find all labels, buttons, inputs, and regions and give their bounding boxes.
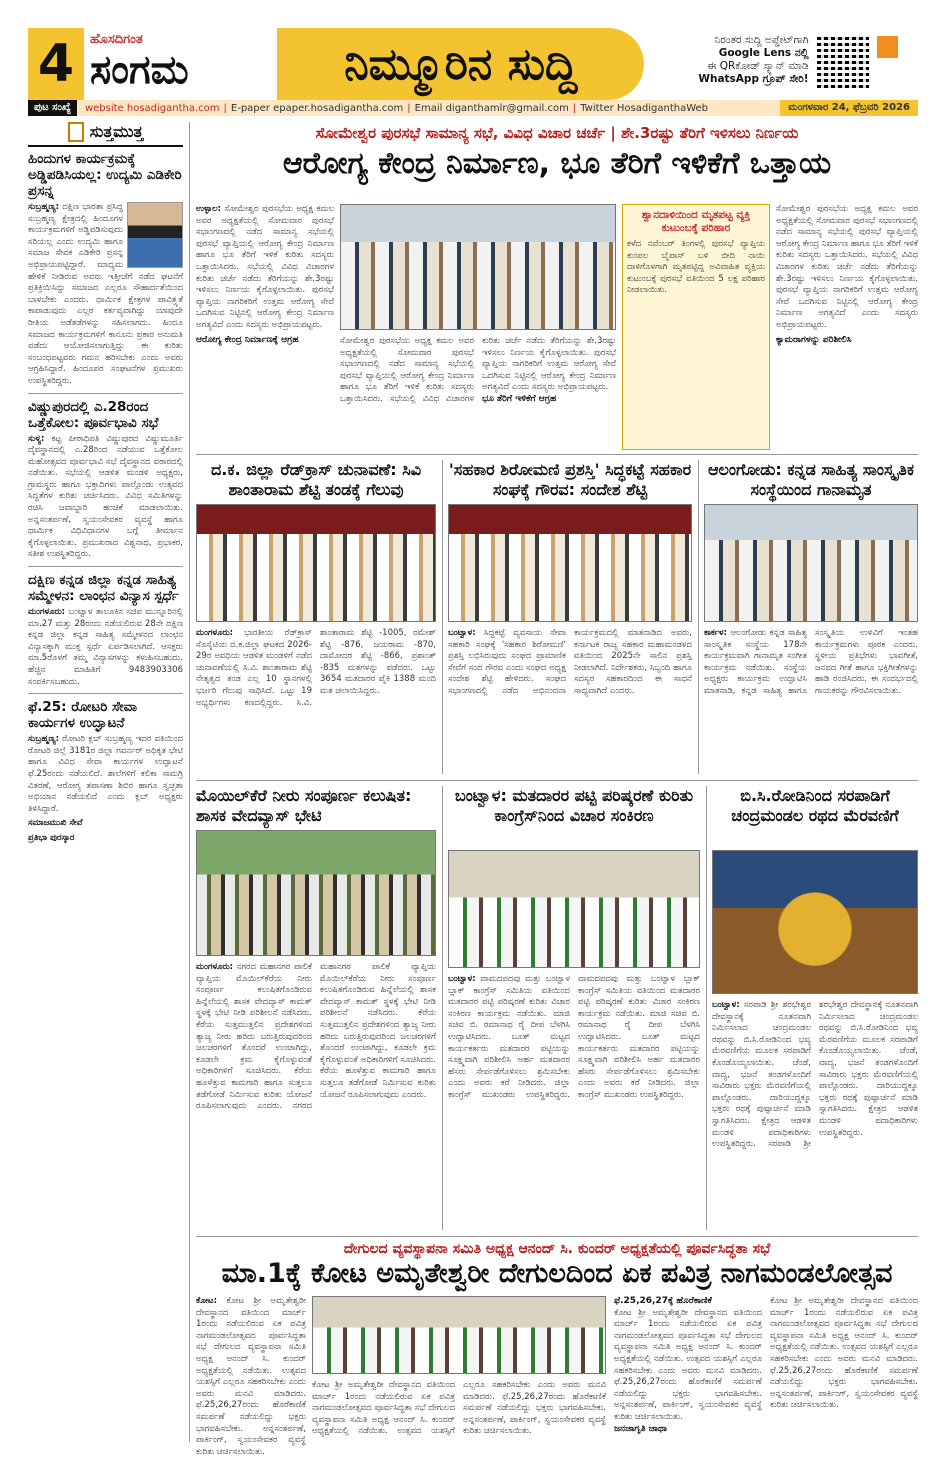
story-body xyxy=(28,607,183,688)
qr-code-icon[interactable] xyxy=(817,34,869,88)
divider xyxy=(706,786,707,1230)
story-body xyxy=(28,434,183,562)
story-text: ಸರಪಾಡಿ ಶ್ರೀ ಶರಭೇಶ್ವರ ದೇವಸ್ಥಾನಕ್ಕೆ ನೂತನವಾಗಿ ನಿರ್ಮಿಸಲಾದ ಚಂದ್ರಮಂಡಲ ರಥವನ್ನು ಬಿ.ಸಿ.ರೋಡಿನಿಂದ ಭವ್ಯ ಮೆರವಣಿಗೆಯ ಮೂಲಕ ಸರಪಾಡಿಗೆ ಕೊಂಡೊಯ್ಯಲಾಯಿತು. ಚೆಂಡೆ, ವಾದ್ಯ, ಭಜನೆ ತಂಡಗಳೊಂದಿಗೆ ಸಾವಿರಾರು ಭಕ್ತರು ಮೆರವಣಿಗೆಯಲ್ಲಿ ಪಾಲ್ಗೊಂಡರು. ದಾರಿಯುದ್ದಕ್ಕೂ ಭಕ್ತರು ರಥಕ್ಕೆ ಪುಷ್ಪಾರ್ಚನೆ ಮಾಡಿ ಸ್ವಾಗತಿಸಿದರು. ಕ್ಷೇತ್ರದ ಆಡಳಿತ ಮಂಡಳಿ ಪದಾಧಿಕಾರಿಗಳು ಉಪಸ್ಥಿತರಿದ್ದರು. xyxy=(712,1000,811,1150)
redcross-story xyxy=(196,460,436,774)
page-number: 4 xyxy=(28,28,84,100)
subhead: ಪ್ರತಿಭಾ ಪುರಸ್ಕಾರ xyxy=(28,832,75,843)
story-text: ಆಲಂಗೋಡು ಕನ್ನಡ ಸಾಹಿತ್ಯ ಸಾಂಸ್ಕೃತಿಕ ಸಂಸ್ಥೆಯ 178ನೇ ಕಾರ್ಯಕ್ರಮವಾಗಿ ಗಾನಾಮೃತ ಸಂಗೀತ ಕಾರ್ಯಕ್ರಮ ನಡೆಯಿತು. ಸಂಸ್ಥೆಯ ಅಧ್ಯಕ್ಷರು ಕಾರ್ಯಕ್ರಮ ಉದ್ಘಾಟಿಸಿ ಮಾತನಾಡಿ, ಕನ್ನಡ ಸಾಹಿತ್ಯ ಹಾಗೂ ಸಂಸ್ಕೃತಿಯ ಉಳಿವಿಗೆ ಇಂತಹ ಕಾರ್ಯಕ್ರಮಗಳು ಪೂರಕ ಎಂದರು. ಸ್ಥಳೀಯ ಪ್ರತಿಭೆಗಳು ಭಾವಗೀತೆ, ಜನಪದ ಗೀತೆ ಹಾಗೂ ಭಕ್ತಿಗೀತೆಗಳನ್ನು ಹಾಡಿ ರಂಜಿಸಿದರು. ಈ ಸಂದರ್ಭದಲ್ಲಿ ಗಾಯಕರನ್ನು ಗೌರವಿಸಲಾಯಿತು. xyxy=(704,628,918,696)
divider xyxy=(442,460,443,774)
dateline: ಮಂಗಳೂರು: xyxy=(28,607,66,618)
nagamandala-col-3 xyxy=(614,1296,762,1440)
nagamandala-headline[interactable]: ಮಾ.1ಕ್ಕೆ ಕೋಟ ಅಮೃತೇಶ್ವರೀ ದೇಗುಲದಿಂದ ಏಕ ಪವಿತ್ರ ನಾಗಮಂಡಲೋತ್ಸವ xyxy=(221,1258,893,1289)
divider xyxy=(28,566,183,567)
dateline: ಬಂಟ್ವಾಳ: xyxy=(448,628,476,638)
top-story-col-2 xyxy=(340,336,616,450)
bcroad-story xyxy=(712,786,918,1230)
subhead: ಆರೋಗ್ಯ ಕೇಂದ್ರ ನಿರ್ಮಾಣಕ್ಕೆ ಆಗ್ರಹ xyxy=(196,334,299,345)
portrait-photo xyxy=(127,202,183,268)
dateline: ಕಾರ್ಕಳ: xyxy=(704,628,728,638)
story-text: ಕಟ್ಟ ಪೀಠಾಧಿಪತಿ ವಿಷ್ಣುಪುರದ ವಿಷ್ಣುಮೂರ್ತಿ ದೈವಸ್ಥಾನದಲ್ಲಿ ಎ.28ರಿಂದ ನಡೆಯುವ ಒತ್ತೆಕೋಲ ಮಹೋತ್ಸವದ ಪೂರ್ವಭಾವಿ ಸಭೆ ದೈವಸ್ಥಾನದ ವಠಾರದಲ್ಲಿ ನಡೆಯಿತು. ಸಭೆಯಲ್ಲಿ ಆಡಳಿತ ಮಂಡಳಿ ಅಧ್ಯಕ್ಷರು, ಗ್ರಾಮಸ್ಥರು ಹಾಗೂ ಭಕ್ತಾದಿಗಳು ಪಾಲ್ಗೊಂಡು ಉತ್ಸವದ ಸಿದ್ಧತೆಗಳ ಕುರಿತು ಚರ್ಚಿಸಿದರು. ವಿವಿಧ ಸಮಿತಿಗಳನ್ನು ರಚಿಸಿ ಜವಾಬ್ದಾರಿ ಹಂಚಿಕೆ ಮಾಡಲಾಯಿತು. ಅನ್ನಸಂತರ್ಪಣೆ, ಸ್ವಯಂಸೇವಕರ ವ್ಯವಸ್ಥೆ ಹಾಗೂ ಧಾರ್ಮಿಕ ವಿಧಿವಿಧಾನಗಳ ಬಗ್ಗೆ ತೀರ್ಮಾನ ಕೈಗೊಳ್ಳಲಾಯಿತು. ಪ್ರಮುಖರಾದ ವಿಶ್ವನಾಥ, ಪ್ರಭಾಕರ, ಸತೀಶ ಉಪಸ್ಥಿತರಿದ್ದರು. xyxy=(28,433,183,560)
story-text: ನಗರದ ಮಹಾನಗರ ಪಾಲಿಕೆ ವ್ಯಾಪ್ತಿಯ ಮೊಯಿಲ್‌ಕೆರೆಯ ನೀರು ಸಂಪೂರ್ಣ ಕಲುಷಿತಗೊಂಡಿರುವ ಹಿನ್ನೆಲೆಯಲ್ಲಿ ಶಾಸಕ ವೇದವ್ಯಾಸ್ ಕಾಮತ್ ಸ್ಥಳಕ್ಕೆ ಭೇಟಿ ನೀಡಿ ಪರಿಶೀಲನೆ ನಡೆಸಿದರು. ಕೆರೆಯ ಸುತ್ತಮುತ್ತಲಿನ ಪ್ರದೇಶಗಳಿಂದ ತ್ಯಾಜ್ಯ ನೀರು ಹರಿದು ಬರುತ್ತಿರುವುದರಿಂದ ಜಲಚರಗಳಿಗೆ ತೊಂದರೆ ಉಂಟಾಗಿದ್ದು, ಕೂಡಲೇ ಕ್ರಮ ಕೈಗೊಳ್ಳುವಂತೆ ಅಧಿಕಾರಿಗಳಿಗೆ ಸೂಚಿಸಿದರು. ಕೆರೆಯ ಹೂಳೆತ್ತುವ ಕಾಮಗಾರಿ ಹಾಗೂ ಸುತ್ತಲೂ ತಡೆಗೋಡೆ ನಿರ್ಮಿಸುವ ಕುರಿತು ಯೋಜನೆ ರೂಪಿಸಲಾಗುವುದು ಎಂದರು. xyxy=(196,962,312,1112)
promo-line-1: ನಿರಂತರ ಸುದ್ದಿ ಅಪ್ಡೇಟ್‌ಗಾಗಿ xyxy=(714,34,809,46)
dateline: ಮಂಗಳೂರು: xyxy=(196,628,234,638)
brand-top-text: ಹೊಸದಿಗಂತ xyxy=(90,32,143,47)
nagamandala-col-4 xyxy=(770,1296,918,1440)
info-bar xyxy=(28,100,918,116)
epaper-link[interactable]: E-paper epaper.hosadigantha.com xyxy=(230,102,404,114)
website-link[interactable]: website hosadigantha.com xyxy=(84,102,220,114)
alangodu-story xyxy=(704,460,918,774)
page-tag: ಪುಟ ಸಂಖ್ಯೆ xyxy=(28,100,77,116)
separator-icon: | xyxy=(572,102,577,114)
nagamandala-col-2 xyxy=(312,1380,606,1440)
nagamandala-col-1 xyxy=(196,1296,306,1457)
divider xyxy=(698,460,699,774)
sahakara-headline[interactable]: 'ಸಹಕಾರ ಶಿರೋಮಣಿ ಪ್ರಶಸ್ತಿ' ಸಿದ್ಧಕಟ್ಟೆ ಸಹಕಾರ ಸಂಘಕ್ಕೆ ಗೌರವ: ಸಂದೇಶ ಶೆಟ್ಟಿ xyxy=(448,460,692,499)
story-text: ಸೋಮೇಶ್ವರ ಪುರಸಭೆಯ ಅಧ್ಯಕ್ಷ ಕಮಲ ಅವರ ಅಧ್ಯಕ್ಷತೆಯಲ್ಲಿ ಸೋಮವಾರ ಪುರಸಭೆ ಸಭಾಂಗಣದಲ್ಲಿ ನಡೆದ ಸಾಮಾನ್ಯ ಸಭೆಯಲ್ಲಿ ಪುರಸಭೆ ವ್ಯಾಪ್ತಿಯಲ್ಲಿ ಆರೋಗ್ಯ ಕೇಂದ್ರ ನಿರ್ಮಾಣ ಹಾಗೂ ಭೂ ತೆರಿಗೆ ಇಳಿಕೆ ಕುರಿತು ಸದಸ್ಯರು ಒತ್ತಾಯಿಸಿದರು. ಸಭೆಯಲ್ಲಿ ವಿವಿಧ ವಿಚಾರಗಳ ಕುರಿತು ಚರ್ಚೆ ನಡೆದು ತೆರಿಗೆಯನ್ನು ಶೇ.3ರಷ್ಟು ಇಳಿಸಲು ನಿರ್ಣಯ ಕೈಗೊಳ್ಳಲಾಯಿತು. ಪುರಸಭೆ ವ್ಯಾಪ್ತಿಯ ನಾಗರಿಕರಿಗೆ ಉತ್ತಮ ಆರೋಗ್ಯ ಸೇವೆ ಒದಗಿಸುವ ನಿಟ್ಟಿನಲ್ಲಿ ಆರೋಗ್ಯ ಕೇಂದ್ರ ನಿರ್ಮಾಣ ಅಗತ್ಯವಿದೆ ಎಂದು ಸದಸ್ಯರು ಅಭಿಪ್ರಾಯಪಟ್ಟರು. xyxy=(196,204,335,330)
preparatory-meeting-photo xyxy=(312,1296,606,1374)
top-story-col-3 xyxy=(776,204,918,450)
callout-title: ಶ್ವಾನದಾಳಿಯಿಂದ ಮೃತಪಟ್ಟ ವ್ಯಕ್ತಿ ಕುಟುಂಬಕ್ಕೆ ಪರಿಹಾರ xyxy=(641,209,751,234)
story-headline[interactable]: ದಕ್ಷಿಣ ಕನ್ನಡ ಜಿಲ್ಲಾ ಕನ್ನಡ ಸಾಹಿತ್ಯ ಸಮ್ಮೇಳನ: ಲಾಂಛನ ವಿನ್ಯಾಸ ಸ್ಪರ್ಧೆ xyxy=(28,572,179,605)
council-meeting-photo xyxy=(340,204,616,330)
sahakara-story xyxy=(448,460,692,774)
decorative-square-icon xyxy=(877,36,898,58)
story-headline[interactable]: ಹಿಂದುಗಳ ಕಾರ್ಯಕ್ರಮಕ್ಕೆ ಅಡ್ಡಿಪಡಿಸಿಯಲ್ಲ: ಉದ್ಯಮಿ ಎಡಿಕೇರಿ ಪ್ರಸನ್ನ xyxy=(28,151,182,199)
story-text: ಸರಪಾಡಿ ಶ್ರೀ ಶರಭೇಶ್ವರ ದೇವಸ್ಥಾನಕ್ಕೆ ನೂತನವಾಗಿ ನಿರ್ಮಿಸಲಾದ ಚಂದ್ರಮಂಡಲ ರಥವನ್ನು ಬಿ.ಸಿ.ರೋಡಿನಿಂದ ಭವ್ಯ ಮೆರವಣಿಗೆಯ ಮೂಲಕ ಸರಪಾಡಿಗೆ ಕೊಂಡೊಯ್ಯಲಾಯಿತು. ಚೆಂಡೆ, ವಾದ್ಯ, ಭಜನೆ ತಂಡಗಳೊಂದಿಗೆ ಸಾವಿರಾರು ಭಕ್ತರು ಮೆರವಣಿಗೆಯಲ್ಲಿ ಪಾಲ್ಗೊಂಡರು. ದಾರಿಯುದ್ದಕ್ಕೂ ಭಕ್ತರು ರಥಕ್ಕೆ ಪುಷ್ಪಾರ್ಚನೆ ಮಾಡಿ ಸ್ವಾಗತಿಸಿದರು. ಕ್ಷೇತ್ರದ ಆಡಳಿತ ಮಂಡಳಿ ಪದಾಧಿಕಾರಿಗಳು ಉಪಸ್ಥಿತರಿದ್ದರು. xyxy=(768,1000,918,1150)
bcroad-headline[interactable]: ಬಿ.ಸಿ.ರೋಡಿನಿಂದ ಸರಪಾಡಿಗೆ ಚಂದ್ರಮಂಡಲ ರಥದ ಮೆರವಣಿಗೆ xyxy=(731,786,899,825)
story-text: ರೋಟರಿ ಕ್ಲಬ್ ಸುಬ್ರಹ್ಮಣ್ಯ ಇದರ ವತಿಯಿಂದ ರೋಟರಿ ಜಿಲ್ಲೆ 3181ರ ಜಿಲ್ಲಾ ಗವರ್ನರ್ ಅಧಿಕೃತ ಭೇಟಿ ಹಾಗೂ ವಿವಿಧ ಸೇವಾ ಕಾರ್ಯಗಳ ಉದ್ಘಾಟನೆ ಫೆ.25ರಂದು ನಡೆಯಲಿದೆ. ಶಾಲೆಗಳಿಗೆ ಕಲಿಕಾ ಸಾಮಗ್ರಿ ವಿತರಣೆ, ಆರೋಗ್ಯ ತಪಾಸಣಾ ಶಿಬಿರ ಹಾಗೂ ಸ್ವಚ್ಛತಾ ಅಭಿಯಾನ ನಡೆಯಲಿದೆ ಎಂದು ಕ್ಲಬ್ ಅಧ್ಯಕ್ಷರು ತಿಳಿಸಿದ್ದಾರೆ. xyxy=(28,734,183,814)
story-text: ದಕ್ಷಿಣ ಭಾರತಾ ಪ್ರಸಿದ್ಧ ಸುಬ್ರಹ್ಮಣ್ಯ ಕ್ಷೇತ್ರದಲ್ಲಿ ಹಿಂದೂಗಳ ಕಾರ್ಯಕ್ರಮಗಳಿಗೆ ಅಡ್ಡಿಪಡಿಸುವುದು ಸರಿಯಲ್ಲ ಎಂದು ಉದ್ಯಮಿ ಹಾಗೂ ಸಮಾಜ ಸೇವಕ ಎಡಿಕೇರಿ ಪ್ರಸನ್ನ ಅಭಿಪ್ರಾಯಪಟ್ಟಿದ್ದಾರೆ. ಮಾಧ್ಯಮ ಹೇಳಿಕೆ ನೀಡಿರುವ ಅವರು ಇತ್ತೀಚೆಗೆ ನಡೆದ ಘಟನೆಗೆ ಪ್ರತಿಕ್ರಿಯಿಸಿದ್ದು ಸಮಾಜದ ಎಲ್ಲರೂ ಸೌಹಾರ್ದತೆಯಿಂದ ಬಾಳಬೇಕು ಎಂದರು. ಧಾರ್ಮಿಕ ಕ್ಷೇತ್ರಗಳ ಪಾವಿತ್ರ್ಯತೆ ಕಾಪಾಡುವುದು ಎಲ್ಲರ ಕರ್ತವ್ಯವಾಗಿದ್ದು ಯಾವುದೇ ರೀತಿಯ ಅಡೆತಡೆಗಳನ್ನು ಸಹಿಸಲಾಗದು. ಹಿಂದೂ ಸಮಾಜದ ಕಾರ್ಯಕ್ರಮಗಳಿಗೆ ಕಾನೂನು ಪ್ರಕಾರ ಅನುಮತಿ ಪಡೆದು ಆಯೋಜಿಸಲಾಗುತ್ತಿದ್ದು ಈ ಕುರಿತು ಸಂಬಂಧಪಟ್ಟವರು ಗಮನ ಹರಿಸಬೇಕು ಎಂದು ಅವರು ಆಗ್ರಹಿಸಿದ್ದಾರೆ. ಹಿಂದೂಪರ ಸಂಘಟನೆಗಳ ಪ್ರಮುಖರು ಉಪಸ್ಥಿತರಿದ್ದರು. xyxy=(28,202,183,386)
sahakara-photo xyxy=(448,504,692,622)
column-title xyxy=(28,122,183,147)
story-text: ಕೋಟ ಶ್ರೀ ಅಮೃತೇಶ್ವರೀ ದೇವಸ್ಥಾನದ ವತಿಯಿಂದ ಮಾರ್ಚ್ 1ರಂದು ನಡೆಯಲಿರುವ ಏಕ ಪವಿತ್ರ ನಾಗಮಂಡಲೋತ್ಸವದ ಪೂರ್ವಸಿದ್ಧತಾ ಸಭೆ ದೇಗುಲದ ವ್ಯವಸ್ಥಾಪನಾ ಸಮಿತಿ ಅಧ್ಯಕ್ಷ ಆನಂದ್ ಸಿ. ಕುಂದರ್ ಅಧ್ಯಕ್ಷತೆಯಲ್ಲಿ ನಡೆಯಿತು. ಉತ್ಸವದ ಯಶಸ್ಸಿಗೆ ಎಲ್ಲರೂ ಸಹಕರಿಸಬೇಕು ಎಂದು ಅವರು ಮನವಿ ಮಾಡಿದರು. ಫೆ.25,26,27ರಂದು ಹೊರೆಕಾಣಿಕೆ ಸಮರ್ಪಣೆ ನಡೆಯಲಿದ್ದು ಭಕ್ತರು ಭಾಗವಹಿಸಬೇಕು. ಅನ್ನಸಂತರ್ಪಣೆ, ಪಾರ್ಕಿಂಗ್, ಸ್ವಯಂಸೇವಕರ ವ್ಯವಸ್ಥೆ ಕುರಿತು ಚರ್ಚಿಸಲಾಯಿತು. xyxy=(196,1296,306,1457)
divider xyxy=(28,693,183,694)
story-text: ನಗರದ ಮಹಾನಗರ ಪಾಲಿಕೆ ವ್ಯಾಪ್ತಿಯ ಮೊಯಿಲ್‌ಕೆರೆಯ ನೀರು ಸಂಪೂರ್ಣ ಕಲುಷಿತಗೊಂಡಿರುವ ಹಿನ್ನೆಲೆಯಲ್ಲಿ ಶಾಸಕ ವೇದವ್ಯಾಸ್ ಕಾಮತ್ ಸ್ಥಳಕ್ಕೆ ಭೇಟಿ ನೀಡಿ ಪರಿಶೀಲನೆ ನಡೆಸಿದರು. ಕೆರೆಯ ಸುತ್ತಮುತ್ತಲಿನ ಪ್ರದೇಶಗಳಿಂದ ತ್ಯಾಜ್ಯ ನೀರು ಹರಿದು ಬರುತ್ತಿರುವುದರಿಂದ ಜಲಚರಗಳಿಗೆ ತೊಂದರೆ ಉಂಟಾಗಿದ್ದು, ಕೂಡಲೇ ಕ್ರಮ ಕೈಗೊಳ್ಳುವಂತೆ ಅಧಿಕಾರಿಗಳಿಗೆ ಸೂಚಿಸಿದರು. ಕೆರೆಯ ಹೂಳೆತ್ತುವ ಕಾಮಗಾರಿ ಹಾಗೂ ಸುತ್ತಲೂ ತಡೆಗೋಡೆ ನಿರ್ಮಿಸುವ ಕುರಿತು ಯೋಜನೆ ರೂಪಿಸಲಾಗುವುದು ಎಂದರು. xyxy=(292,962,436,1112)
bantwal-story xyxy=(448,786,700,1230)
story-text: ಕೋಟ ಶ್ರೀ ಅಮೃತೇಶ್ವರೀ ದೇವಸ್ಥಾನದ ವತಿಯಿಂದ ಮಾರ್ಚ್ 1ರಂದು ನಡೆಯಲಿರುವ ಏಕ ಪವಿತ್ರ ನಾಗಮಂಡಲೋತ್ಸವದ ಪೂರ್ವಸಿದ್ಧತಾ ಸಭೆ ದೇಗುಲದ ವ್ಯವಸ್ಥಾಪನಾ ಸಮಿತಿ ಅಧ್ಯಕ್ಷ ಆನಂದ್ ಸಿ. ಕುಂದರ್ ಅಧ್ಯಕ್ಷತೆಯಲ್ಲಿ ನಡೆಯಿತು. ಉತ್ಸವದ ಯಶಸ್ಸಿಗೆ ಎಲ್ಲರೂ ಸಹಕರಿಸಬೇಕು ಎಂದು ಅವರು ಮನವಿ ಮಾಡಿದರು. ಫೆ.25,26,27ರಂದು ಹೊರೆಕಾಣಿಕೆ ಸಮರ್ಪಣೆ ನಡೆಯಲಿದ್ದು ಭಕ್ತರು ಭಾಗವಹಿಸಬೇಕು. ಅನ್ನಸಂತರ್ಪಣೆ, ಪಾರ್ಕಿಂಗ್, ಸ್ವಯಂಸೇವಕರ ವ್ಯವಸ್ಥೆ ಕುರಿತು ಚರ್ಚಿಸಲಾಯಿತು. xyxy=(770,1296,918,1411)
bantwal-body xyxy=(448,974,700,1230)
left-column xyxy=(28,122,190,1442)
compensation-callout xyxy=(622,204,770,450)
brand-name: ಸಂಗಮ xyxy=(90,47,189,93)
column-title-text: ಸುತ್ತಮುತ್ತ xyxy=(89,122,144,141)
divider xyxy=(442,786,443,1230)
top-story xyxy=(196,124,918,450)
divider xyxy=(28,393,183,394)
subhead: ಸಮಾಜಮುಖಿ ಸೇವೆ xyxy=(28,818,83,829)
story-text: ಕೋಟ ಶ್ರೀ ಅಮೃತೇಶ್ವರೀ ದೇವಸ್ಥಾನದ ವತಿಯಿಂದ ಮಾರ್ಚ್ 1ರಂದು ನಡೆಯಲಿರುವ ಏಕ ಪವಿತ್ರ ನಾಗಮಂಡಲೋತ್ಸವದ ಪೂರ್ವಸಿದ್ಧತಾ ಸಭೆ ದೇಗುಲದ ವ್ಯವಸ್ಥಾಪನಾ ಸಮಿತಿ ಅಧ್ಯಕ್ಷ ಆನಂದ್ ಸಿ. ಕುಂದರ್ ಅಧ್ಯಕ್ಷತೆಯಲ್ಲಿ ನಡೆಯಿತು. ಉತ್ಸವದ ಯಶಸ್ಸಿಗೆ ಎಲ್ಲರೂ ಸಹಕರಿಸಬೇಕು ಎಂದು ಅವರು ಮನವಿ ಮಾಡಿದರು. ಫೆ.25,26,27ರಂದು ಹೊರೆಕಾಣಿಕೆ ಸಮರ್ಪಣೆ ನಡೆಯಲಿದ್ದು ಭಕ್ತರು ಭಾಗವಹಿಸಬೇಕು. ಅನ್ನಸಂತರ್ಪಣೆ, ಪಾರ್ಕಿಂಗ್, ಸ್ವಯಂಸೇವಕರ ವ್ಯವಸ್ಥೆ ಕುರಿತು ಚರ್ಚಿಸಲಾಯಿತು. xyxy=(614,1307,762,1422)
divider xyxy=(196,780,918,781)
alangodu-headline[interactable]: ಆಲಂಗೋಡು: ಕನ್ನಡ ಸಾಹಿತ್ಯ ಸಾಂಸ್ಕೃತಿಕ ಸಂಸ್ಥೆಯಿಂದ ಗಾನಾಮೃತ xyxy=(707,460,915,499)
divider xyxy=(196,454,918,455)
bcroad-body xyxy=(712,1000,918,1230)
top-story-col-1 xyxy=(196,204,334,450)
dateline: ಬಂಟ್ವಾಳ: xyxy=(712,1000,740,1010)
story-subhead xyxy=(28,818,183,830)
story-text: ಸೋಮೇಶ್ವರ ಪುರಸಭೆಯ ಅಧ್ಯಕ್ಷ ಕಮಲ ಅವರ ಅಧ್ಯಕ್ಷತೆಯಲ್ಲಿ ಸೋಮವಾರ ಪುರಸಭೆ ಸಭಾಂಗಣದಲ್ಲಿ ನಡೆದ ಸಾಮಾನ್ಯ ಸಭೆಯಲ್ಲಿ ಪುರಸಭೆ ವ್ಯಾಪ್ತಿಯಲ್ಲಿ ಆರೋಗ್ಯ ಕೇಂದ್ರ ನಿರ್ಮಾಣ ಹಾಗೂ ಭೂ ತೆರಿಗೆ ಇಳಿಕೆ ಕುರಿತು ಸದಸ್ಯರು ಒತ್ತಾಯಿಸಿದರು. ಸಭೆಯಲ್ಲಿ ವಿವಿಧ ವಿಚಾರಗಳ ಕುರಿತು ಚರ್ಚೆ ನಡೆದು ತೆರಿಗೆಯನ್ನು ಶೇ.3ರಷ್ಟು ಇಳಿಸಲು ನಿರ್ಣಯ ಕೈಗೊಳ್ಳಲಾಯಿತು. ಪುರಸಭೆ ವ್ಯಾಪ್ತಿಯ ನಾಗರಿಕರಿಗೆ ಉತ್ತಮ ಆರೋಗ್ಯ ಸೇವೆ ಒದಗಿಸುವ ನಿಟ್ಟಿನಲ್ಲಿ ಆರೋಗ್ಯ ಕೇಂದ್ರ ನಿರ್ಮಾಣ ಅಗತ್ಯವಿದೆ ಎಂದು ಸದಸ್ಯರು ಅಭಿಪ್ರಾಯಪಟ್ಟರು. xyxy=(340,336,616,404)
story-text: ಸೋಮೇಶ್ವರ ಪುರಸಭೆಯ ಅಧ್ಯಕ್ಷ ಕಮಲ ಅವರ ಅಧ್ಯಕ್ಷತೆಯಲ್ಲಿ ಸೋಮವಾರ ಪುರಸಭೆ ಸಭಾಂಗಣದಲ್ಲಿ ನಡೆದ ಸಾಮಾನ್ಯ ಸಭೆಯಲ್ಲಿ ಪುರಸಭೆ ವ್ಯಾಪ್ತಿಯಲ್ಲಿ ಆರೋಗ್ಯ ಕೇಂದ್ರ ನಿರ್ಮಾಣ ಹಾಗೂ ಭೂ ತೆರಿಗೆ ಇಳಿಕೆ ಕುರಿತು ಸದಸ್ಯರು ಒತ್ತಾಯಿಸಿದರು. ಸಭೆಯಲ್ಲಿ ವಿವಿಧ ವಿಚಾರಗಳ ಕುರಿತು ಚರ್ಚೆ ನಡೆದು ತೆರಿಗೆಯನ್ನು ಶೇ.3ರಷ್ಟು ಇಳಿಸಲು ನಿರ್ಣಯ ಕೈಗೊಳ್ಳಲಾಯಿತು. ಪುರಸಭೆ ವ್ಯಾಪ್ತಿಯ ನಾಗರಿಕರಿಗೆ ಉತ್ತಮ ಆರೋಗ್ಯ ಸೇವೆ ಒದಗಿಸುವ ನಿಟ್ಟಿನಲ್ಲಿ ಆರೋಗ್ಯ ಕೇಂದ್ರ ನಿರ್ಮಾಣ ಅಗತ್ಯವಿದೆ ಎಂದು ಸದಸ್ಯರು ಅಭಿಪ್ರಾಯಪಟ್ಟರು. xyxy=(776,204,918,330)
redcross-body xyxy=(196,628,436,774)
divider xyxy=(196,1236,918,1237)
moilkere-photo xyxy=(196,830,436,956)
redcross-photo xyxy=(196,504,436,622)
story-text: ವಾಮದಪದವು ಮತ್ತು ಬಂಟ್ವಾಳ ಬ್ಲಾಕ್ ಕಾಂಗ್ರೆಸ್ ಸಮಿತಿಯ ವತಿಯಿಂದ ಮತದಾರರ ಪಟ್ಟಿ ಪರಿಷ್ಕರಣೆ ಕುರಿತು ವಿಚಾರ ಸಂಕಿರಣ ಕಾರ್ಯಕ್ರಮ ನಡೆಯಿತು. ಮಾಜಿ ಸಚಿವ ಬಿ. ರಮಾನಾಥ ರೈ ದೀಪ ಬೆಳಗಿಸಿ ಉದ್ಘಾಟಿಸಿದರು. ಬೂತ್ ಮಟ್ಟದ ಕಾರ್ಯಕರ್ತರು ಮತದಾರರ ಪಟ್ಟಿಯನ್ನು ಸೂಕ್ಷ್ಮವಾಗಿ ಪರಿಶೀಲಿಸಿ ಅರ್ಹ ಮತದಾರರ ಹೆಸರು ಸೇರ್ಪಡೆಗೊಳಿಸಲು ಶ್ರಮಿಸಬೇಕು ಎಂದು ಅವರು ಕರೆ ನೀಡಿದರು. ಜಿಲ್ಲಾ ಕಾಂಗ್ರೆಸ್ ಮುಖಂಡರು ಉಪಸ್ಥಿತರಿದ್ದರು. xyxy=(578,974,700,1100)
bantwal-headline[interactable]: ಬಂಟ್ವಾಳ: ಮತದಾರರ ಪಟ್ಟಿ ಪರಿಷ್ಕರಣೆ ಕುರಿತು ಕಾಂಗ್ರೆಸ್‌ನಿಂದ ವಿಚಾರ ಸಂಕಿರಣ xyxy=(454,786,694,825)
moilkere-body xyxy=(196,962,436,1230)
chariot-photo xyxy=(712,850,918,994)
story-headline[interactable]: ವಿಷ್ಣುಪುರದಲ್ಲಿ ಎ.28ರಂದ ಒತ್ತೆಕೋಲ: ಪೂರ್ವಭಾವಿ ಸಭೆ xyxy=(28,398,159,431)
alangodu-body xyxy=(704,628,918,774)
subhead: ಫೆ.25,26,27ಕ್ಕೆ ಹೊರೆಕಾಣಿಕೆ xyxy=(614,1296,712,1306)
separator-icon: | xyxy=(223,102,227,114)
redcross-headline[interactable]: ದ.ಕ. ಜಿಲ್ಲಾ ರೆಡ್‌ಕ್ರಾಸ್ ಚುನಾವಣೆ: ಸಿವಿ ಶಾಂತಾರಾಮ ಶೆಟ್ಟಿ ತಂಡಕ್ಕೆ ಗೆಲುವು xyxy=(210,460,422,499)
dateline: ಬಂಟ್ವಾಳ: xyxy=(448,974,476,984)
story-text: ಕೋಟ ಶ್ರೀ ಅಮೃತೇಶ್ವರೀ ದೇವಸ್ಥಾನದ ವತಿಯಿಂದ ಮಾರ್ಚ್ 1ರಂದು ನಡೆಯಲಿರುವ ಏಕ ಪವಿತ್ರ ನಾಗಮಂಡಲೋತ್ಸವದ ಪೂರ್ವಸಿದ್ಧತಾ ಸಭೆ ದೇಗುಲದ ವ್ಯವಸ್ಥಾಪನಾ ಸಮಿತಿ ಅಧ್ಯಕ್ಷ ಆನಂದ್ ಸಿ. ಕುಂದರ್ ಅಧ್ಯಕ್ಷತೆಯಲ್ಲಿ ನಡೆಯಿತು. ಉತ್ಸವದ ಯಶಸ್ಸಿಗೆ ಎಲ್ಲರೂ ಸಹಕರಿಸಬೇಕು ಎಂದು ಅವರು ಮನವಿ ಮಾಡಿದರು. ಫೆ.25,26,27ರಂದು ಹೊರೆಕಾಣಿಕೆ ಸಮರ್ಪಣೆ ನಡೆಯಲಿದ್ದು ಭಕ್ತರು ಭಾಗವಹಿಸಬೇಕು. ಅನ್ನಸಂತರ್ಪಣೆ, ಪಾರ್ಕಿಂಗ್, ಸ್ವಯಂಸೇವಕರ ವ್ಯವಸ್ಥೆ ಕುರಿತು ಚರ್ಚಿಸಲಾಯಿತು. xyxy=(312,1380,606,1437)
story-text: ಸಿದ್ಧಕಟ್ಟೆ ವ್ಯವಸಾಯ ಸೇವಾ ಸಹಕಾರಿ ಸಂಘಕ್ಕೆ 'ಸಹಕಾರ ಶಿರೋಮಣಿ' ಪ್ರಶಸ್ತಿ ಲಭಿಸಿರುವುದು ಸಂಘದ ಪ್ರಾಮಾಣಿಕ ಸೇವೆಗೆ ಸಂದ ಗೌರವ ಎಂದು ಸಂಘದ ಅಧ್ಯಕ್ಷ ಸಂದೇಶ ಶೆಟ್ಟಿ ಹೇಳಿದರು. ಸಂಘದ ಸಭಾಂಗಣದಲ್ಲಿ ನಡೆದ ಅಭಿನಂದನಾ ಕಾರ್ಯಕ್ರಮದಲ್ಲಿ ಮಾತನಾಡಿದ ಅವರು, ಕರ್ನಾಟಕ ರಾಜ್ಯ ಸಹಕಾರ ಮಹಾಮಂಡಳದ ವತಿಯಿಂದ 2025ನೇ ಸಾಲಿನ ಪ್ರಶಸ್ತಿ ನೀಡಲಾಗಿದೆ. ನಿರ್ದೇಶಕರು, ಸಿಬ್ಬಂದಿ ಹಾಗೂ ಸದಸ್ಯರ ಸಹಕಾರದಿಂದ ಈ ಸಾಧನೆ ಸಾಧ್ಯವಾಗಿದೆ ಎಂದರು. xyxy=(448,628,692,696)
dateline: ಕೋಟ: xyxy=(196,1296,217,1306)
twitter-link[interactable]: Twitter HosadiganthaWeb xyxy=(580,102,709,114)
story-headline[interactable]: ಫೆ.25: ರೋಟರಿ ಸೇವಾ ಕಾರ್ಯಗಳ ಉದ್ಘಾಟನೆ xyxy=(28,699,138,732)
separator-icon: | xyxy=(407,102,411,114)
top-story-headline[interactable]: ಆರೋಗ್ಯ ಕೇಂದ್ರ ನಿರ್ಮಾಣ, ಭೂ ತೆರಿಗೆ ಇಳಿಕೆಗೆ ಒತ್ತಾಯ xyxy=(282,146,832,181)
dateline: ಉಳ್ಳಾಲ: xyxy=(196,204,221,214)
nagamandala-kicker: ದೇಗುಲದ ವ್ಯವಸ್ಥಾಪನಾ ಸಮಿತಿ ಅಧ್ಯಕ್ಷ ಆನಂದ್ ಸಿ. ಕುಂದರ್ ಅಧ್ಯಕ್ಷತೆಯಲ್ಲಿ ಪೂರ್ವಸಿದ್ಧತಾ ಸಭೆ xyxy=(343,1241,771,1257)
story-text: ವಾಮದಪದವು ಮತ್ತು ಬಂಟ್ವಾಳ ಬ್ಲಾಕ್ ಕಾಂಗ್ರೆಸ್ ಸಮಿತಿಯ ವತಿಯಿಂದ ಮತದಾರರ ಪಟ್ಟಿ ಪರಿಷ್ಕರಣೆ ಕುರಿತು ವಿಚಾರ ಸಂಕಿರಣ ಕಾರ್ಯಕ್ರಮ ನಡೆಯಿತು. ಮಾಜಿ ಸಚಿವ ಬಿ. ರಮಾನಾಥ ರೈ ದೀಪ ಬೆಳಗಿಸಿ ಉದ್ಘಾಟಿಸಿದರು. ಬೂತ್ ಮಟ್ಟದ ಕಾರ್ಯಕರ್ತರು ಮತದಾರರ ಪಟ್ಟಿಯನ್ನು ಸೂಕ್ಷ್ಮವಾಗಿ ಪರಿಶೀಲಿಸಿ ಅರ್ಹ ಮತದಾರರ ಹೆಸರು ಸೇರ್ಪಡೆಗೊಳಿಸಲು ಶ್ರಮಿಸಬೇಕು ಎಂದು ಅವರು ಕರೆ ನೀಡಿದರು. ಜಿಲ್ಲಾ ಕಾಂಗ್ರೆಸ್ ಮುಖಂಡರು ಉಪಸ್ಥಿತರಿದ್ದರು. xyxy=(448,974,571,1100)
story-text: ಬಂಟ್ವಾಳ ತಾಲೂಕಿನ ಸಜಿಪ ಮುನ್ನೂರಿನಲ್ಲಿ ಮಾ.27 ಮತ್ತು 28ರಂದು ನಡೆಯಲಿರುವ 28ನೇ ದಕ್ಷಿಣ ಕನ್ನಡ ಜಿಲ್ಲಾ ಕನ್ನಡ ಸಾಹಿತ್ಯ ಸಮ್ಮೇಳನದ ಲಾಂಛನ ವಿನ್ಯಾಸಕ್ಕಾಗಿ ಮುಕ್ತ ಸ್ಪರ್ಧೆ ಏರ್ಪಡಿಸಲಾಗಿದೆ. ಆಸಕ್ತರು ಮಾ.5ರೊಳಗೆ ತಮ್ಮ ವಿನ್ಯಾಸಗಳನ್ನು ಕಳುಹಿಸಬಹುದು. ಹೆಚ್ಚಿನ ಮಾಹಿತಿಗೆ 9483903306 ಸಂಪರ್ಕಿಸಬಹುದು. xyxy=(28,607,184,687)
callout-text: ಕಳೆದ ನವೆಂಬರ್ ತಿಂಗಳಲ್ಲಿ ಪುರಸಭೆ ವ್ಯಾಪ್ತಿಯ ಕುಂಪಲ ಬೈಪಾಸ್ ಬಳಿ ಬೀದಿ ನಾಯಿ ದಾಳಿಗೊಳಗಾಗಿ ಮೃತಪಟ್ಟಿದ್ದ ಅವಿವಾಹಿತ ವ್ಯಕ್ತಿಯ ಕುಟುಂಬಕ್ಕೆ ಪುರಸಭೆ ವತಿಯಿಂದ 5 ಲಕ್ಷ ಪರಿಹಾರ ನೀಡಲಾಯಿತು. xyxy=(627,239,765,296)
sahakara-body xyxy=(448,628,692,774)
nagamandala-story xyxy=(196,1240,918,1457)
bantwal-photo xyxy=(448,850,700,968)
dateline: ಮಂಗಳೂರು: xyxy=(196,962,234,972)
subhead: ಭೂ ತೆರಿಗೆ ಇಳಿಕೆಗೆ ಆಗ್ರಹ xyxy=(482,393,557,404)
issue-date: ಮಂಗಳವಾರ 24, ಫೆಬ್ರವರಿ 2026 xyxy=(780,100,918,116)
promo-line-2: Google Lens ನಲ್ಲಿ xyxy=(718,47,809,59)
story-body xyxy=(28,734,183,815)
book-icon xyxy=(68,122,84,142)
alangodu-photo xyxy=(704,504,918,622)
moilkere-story xyxy=(196,786,436,1230)
promo-line-4: WhatsApp ಗ್ರೂಪ್ ಸೇರಿ! xyxy=(698,73,809,85)
masthead xyxy=(28,28,898,100)
moilkere-headline[interactable]: ಮೊಯಿಲ್‌ಕೆರೆ ನೀರು ಸಂಪೂರ್ಣ ಕಲುಷಿತ: ಶಾಸಕ ವೇದವ್ಯಾಸ್ ಭೇಟಿ xyxy=(196,786,412,825)
subhead: ಕ್ಯಾಮರಾಗಳನ್ನು ಪರಿಶೀಲಿಸಿ xyxy=(776,334,852,345)
brand-logo xyxy=(84,28,277,100)
dateline: ಸುಳ್ಯ: xyxy=(28,433,45,444)
dateline: ಸುಬ್ರಹ್ಮಣ್ಯ: xyxy=(28,734,59,745)
dateline: ಸುಬ್ರಹ್ಮಣ್ಯ: xyxy=(28,202,59,212)
subhead: ಜನಜಾಗೃತಿ ಜಾಥಾ xyxy=(614,1423,667,1434)
story-subhead xyxy=(28,833,183,845)
edition-title: ನಿಮ್ಮೂರಿನ ಸುದ್ದಿ xyxy=(277,28,644,100)
qr-promo-text xyxy=(644,28,808,100)
top-story-kicker: ಸೋಮೇಶ್ವರ ಪುರಸಭೆ ಸಾಮಾನ್ಯ ಸಭೆ, ವಿವಿಧ ವಿಚಾರ ಚರ್ಚೆ | ಶೇ.3ರಷ್ಟು ತೆರಿಗೆ ಇಳಿಸಲು ನಿರ್ಣಯ xyxy=(315,124,799,142)
story-text: ಭಾರತೀಯ ರೆಡ್‌ಕ್ರಾಸ್ ಸೊಸೈಟಿಯ ದ.ಕ.ಜಿಲ್ಲಾ ಘಟಕದ 2026-29ರ ಅವಧಿಯ ಆಡಳಿತ ಮಂಡಳಿಗೆ ನಡೆದ ಚುನಾವಣೆಯಲ್ಲಿ ಸಿ.ವಿ. ಶಾಂತಾರಾಮ ಶೆಟ್ಟಿ ನೇತೃತ್ವದ ತಂಡ ಎಲ್ಲ 10 ಸ್ಥಾನಗಳಲ್ಲಿ ಭರ್ಜರಿ ಗೆಲುವು ಸಾಧಿಸಿದೆ. ಒಟ್ಟು 19 ಅಭ್ಯರ್ಥಿಗಳು ಕಣದಲ್ಲಿದ್ದರು. ಸಿ.ವಿ. ಶಾಂತಾರಾಮ ಶೆಟ್ಟಿ -1005, ರಮೇಶ್ ಶೆಟ್ಟಿ -876, ಜಯರಾಮ -870, ದಾಮೋದರ ಶೆಟ್ಟಿ -866, ಪ್ರಶಾಂತ್ -835 ಮತಗಳನ್ನು ಪಡೆದರು. ಒಟ್ಟು 3654 ಮತದಾರರ ಪೈಕಿ 1388 ಮಂದಿ ಮತ ಚಲಾಯಿಸಿದ್ದರು. xyxy=(196,628,436,708)
promo-line-3: ಈ QRಕೋಡ್ ಸ್ಕ್ಯಾನ್ ಮಾಡಿ xyxy=(707,60,809,72)
email-link[interactable]: Email diganthamlr@gmail.com xyxy=(414,102,569,114)
